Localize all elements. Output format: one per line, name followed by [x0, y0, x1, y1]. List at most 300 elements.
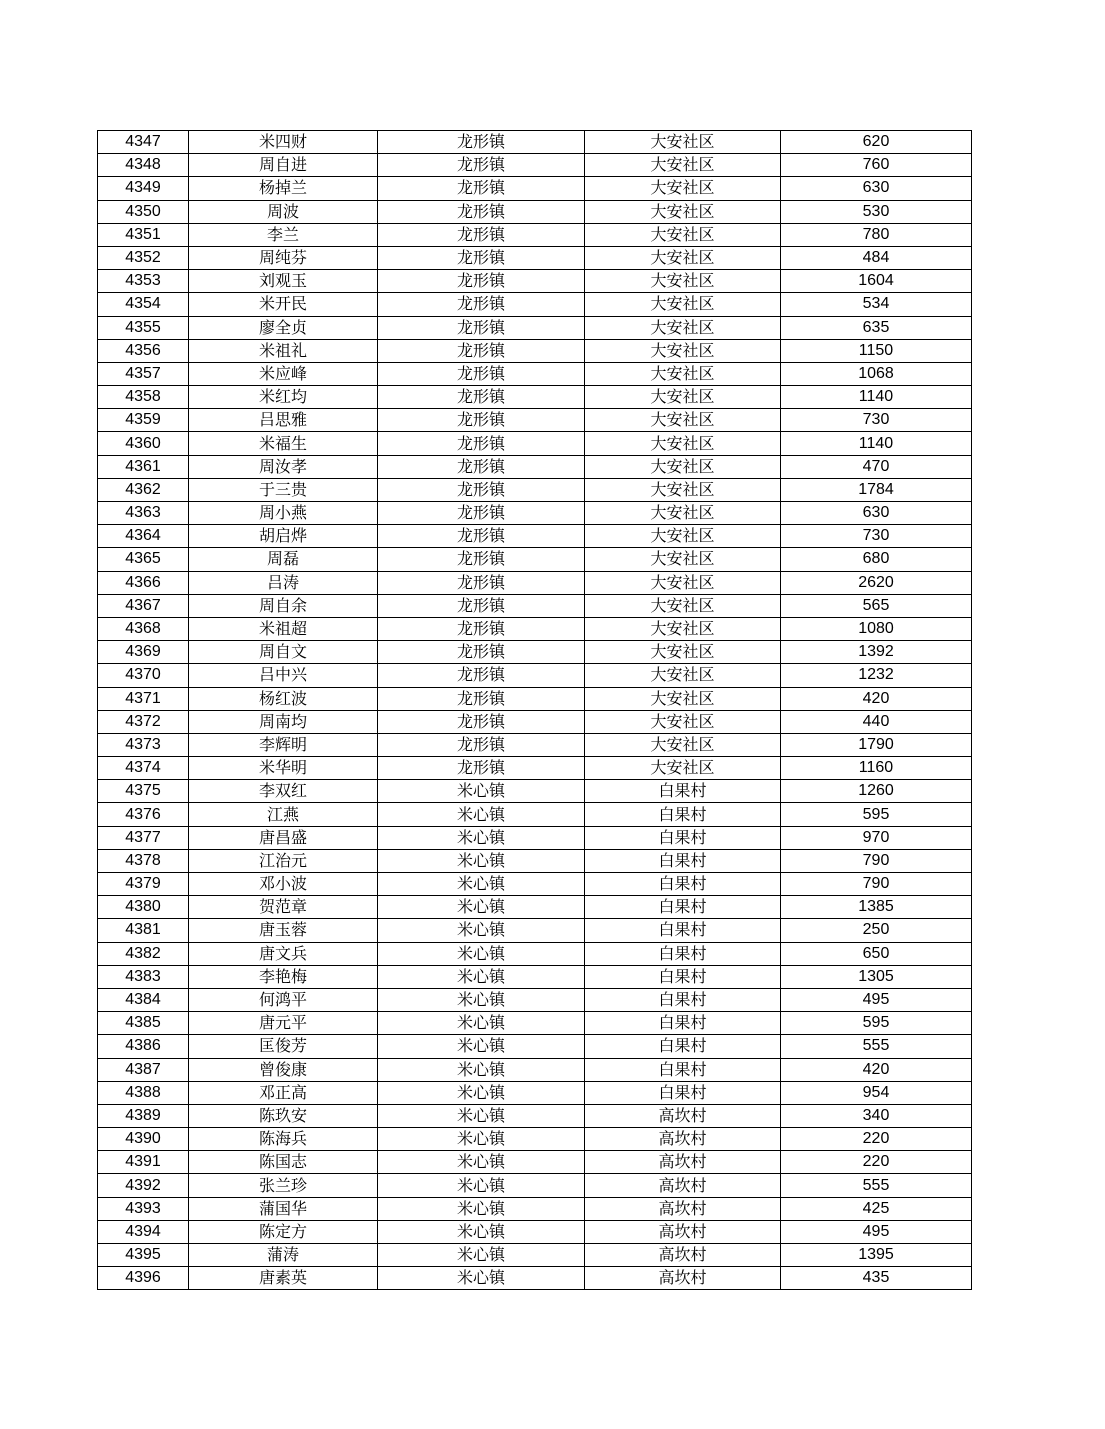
table-row — [98, 200, 972, 223]
cell-amount: 1392 — [781, 641, 972, 664]
cell-amount: 1385 — [781, 896, 972, 919]
cell-town: 米心镇 — [378, 1081, 585, 1104]
table-row — [98, 1012, 972, 1035]
cell-town: 龙形镇 — [378, 270, 585, 293]
cell-village: 高坎村 — [585, 1197, 781, 1220]
cell-amount: 420 — [781, 1058, 972, 1081]
cell-name: 周纯芬 — [189, 246, 378, 269]
table-row — [98, 1128, 972, 1151]
cell-name: 陈玖安 — [189, 1104, 378, 1127]
table-row — [98, 1244, 972, 1267]
cell-name: 贺范章 — [189, 896, 378, 919]
cell-amount: 1604 — [781, 270, 972, 293]
cell-id: 4359 — [98, 409, 189, 432]
table-row — [98, 710, 972, 733]
cell-amount: 780 — [781, 223, 972, 246]
cell-village: 高坎村 — [585, 1151, 781, 1174]
cell-id: 4380 — [98, 896, 189, 919]
cell-name: 唐素英 — [189, 1267, 378, 1290]
table-row — [98, 942, 972, 965]
cell-name: 江燕 — [189, 803, 378, 826]
cell-id: 4372 — [98, 710, 189, 733]
cell-village: 白果村 — [585, 780, 781, 803]
cell-town: 米心镇 — [378, 1197, 585, 1220]
table-row — [98, 223, 972, 246]
cell-name: 邓正高 — [189, 1081, 378, 1104]
cell-id: 4379 — [98, 873, 189, 896]
cell-amount: 970 — [781, 826, 972, 849]
cell-name: 米四财 — [189, 131, 378, 154]
table-row — [98, 177, 972, 200]
cell-village: 大安社区 — [585, 200, 781, 223]
cell-village: 大安社区 — [585, 131, 781, 154]
cell-amount: 425 — [781, 1197, 972, 1220]
cell-id: 4368 — [98, 617, 189, 640]
table-row — [98, 780, 972, 803]
cell-id: 4395 — [98, 1244, 189, 1267]
table-row — [98, 1267, 972, 1290]
cell-town: 龙形镇 — [378, 733, 585, 756]
cell-village: 白果村 — [585, 803, 781, 826]
cell-amount: 954 — [781, 1081, 972, 1104]
cell-town: 龙形镇 — [378, 386, 585, 409]
cell-town: 米心镇 — [378, 1128, 585, 1151]
cell-name: 陈定方 — [189, 1220, 378, 1243]
cell-id: 4370 — [98, 664, 189, 687]
cell-village: 大安社区 — [585, 270, 781, 293]
cell-amount: 1790 — [781, 733, 972, 756]
cell-name: 张兰珍 — [189, 1174, 378, 1197]
cell-name: 吕思雅 — [189, 409, 378, 432]
cell-town: 米心镇 — [378, 1220, 585, 1243]
cell-town: 龙形镇 — [378, 617, 585, 640]
cell-amount: 565 — [781, 594, 972, 617]
table-row — [98, 826, 972, 849]
cell-name: 唐元平 — [189, 1012, 378, 1035]
cell-id: 4393 — [98, 1197, 189, 1220]
cell-amount: 730 — [781, 525, 972, 548]
cell-amount: 1305 — [781, 965, 972, 988]
cell-id: 4386 — [98, 1035, 189, 1058]
table-row — [98, 339, 972, 362]
cell-name: 于三贵 — [189, 478, 378, 501]
cell-village: 大安社区 — [585, 409, 781, 432]
cell-village: 白果村 — [585, 988, 781, 1011]
cell-name: 李艳梅 — [189, 965, 378, 988]
cell-id: 4373 — [98, 733, 189, 756]
cell-amount: 484 — [781, 246, 972, 269]
table-row — [98, 919, 972, 942]
cell-id: 4389 — [98, 1104, 189, 1127]
cell-town: 龙形镇 — [378, 757, 585, 780]
cell-town: 龙形镇 — [378, 223, 585, 246]
table-row — [98, 1220, 972, 1243]
cell-village: 高坎村 — [585, 1220, 781, 1243]
cell-village: 大安社区 — [585, 641, 781, 664]
cell-amount: 470 — [781, 455, 972, 478]
cell-id: 4355 — [98, 316, 189, 339]
cell-amount: 220 — [781, 1128, 972, 1151]
table-row — [98, 455, 972, 478]
cell-village: 大安社区 — [585, 525, 781, 548]
cell-village: 白果村 — [585, 1012, 781, 1035]
cell-name: 吕涛 — [189, 571, 378, 594]
cell-village: 高坎村 — [585, 1244, 781, 1267]
cell-name: 陈国志 — [189, 1151, 378, 1174]
cell-village: 大安社区 — [585, 177, 781, 200]
cell-amount: 440 — [781, 710, 972, 733]
cell-village: 大安社区 — [585, 386, 781, 409]
table-row — [98, 502, 972, 525]
cell-amount: 1150 — [781, 339, 972, 362]
cell-town: 龙形镇 — [378, 339, 585, 362]
cell-id: 4369 — [98, 641, 189, 664]
cell-town: 米心镇 — [378, 1267, 585, 1290]
cell-town: 米心镇 — [378, 873, 585, 896]
table-row — [98, 478, 972, 501]
table-body — [98, 131, 972, 1290]
table-row — [98, 1174, 972, 1197]
cell-name: 唐昌盛 — [189, 826, 378, 849]
cell-town: 龙形镇 — [378, 409, 585, 432]
cell-town: 米心镇 — [378, 1151, 585, 1174]
cell-village: 大安社区 — [585, 617, 781, 640]
cell-amount: 1068 — [781, 362, 972, 385]
cell-amount: 1784 — [781, 478, 972, 501]
cell-name: 米红均 — [189, 386, 378, 409]
table-row — [98, 965, 972, 988]
cell-id: 4376 — [98, 803, 189, 826]
cell-id: 4357 — [98, 362, 189, 385]
table-row — [98, 849, 972, 872]
cell-name: 周小燕 — [189, 502, 378, 525]
cell-name: 周自文 — [189, 641, 378, 664]
cell-id: 4348 — [98, 154, 189, 177]
cell-town: 龙形镇 — [378, 525, 585, 548]
cell-name: 周波 — [189, 200, 378, 223]
table-row — [98, 988, 972, 1011]
cell-town: 米心镇 — [378, 1174, 585, 1197]
cell-id: 4385 — [98, 1012, 189, 1035]
cell-amount: 790 — [781, 849, 972, 872]
cell-village: 大安社区 — [585, 733, 781, 756]
cell-amount: 435 — [781, 1267, 972, 1290]
cell-town: 龙形镇 — [378, 478, 585, 501]
cell-town: 龙形镇 — [378, 687, 585, 710]
cell-town: 米心镇 — [378, 1104, 585, 1127]
cell-village: 大安社区 — [585, 293, 781, 316]
cell-id: 4387 — [98, 1058, 189, 1081]
cell-town: 米心镇 — [378, 919, 585, 942]
cell-village: 高坎村 — [585, 1174, 781, 1197]
cell-name: 曾俊康 — [189, 1058, 378, 1081]
table-row — [98, 594, 972, 617]
table-row — [98, 131, 972, 154]
cell-town: 米心镇 — [378, 896, 585, 919]
table-row — [98, 1197, 972, 1220]
table-row — [98, 1035, 972, 1058]
cell-town: 米心镇 — [378, 1058, 585, 1081]
cell-name: 米应峰 — [189, 362, 378, 385]
cell-town: 龙形镇 — [378, 177, 585, 200]
table-row — [98, 687, 972, 710]
cell-town: 龙形镇 — [378, 710, 585, 733]
cell-name: 唐文兵 — [189, 942, 378, 965]
cell-amount: 1140 — [781, 432, 972, 455]
table-row — [98, 246, 972, 269]
cell-town: 米心镇 — [378, 965, 585, 988]
cell-name: 唐玉蓉 — [189, 919, 378, 942]
cell-name: 邓小波 — [189, 873, 378, 896]
cell-id: 4358 — [98, 386, 189, 409]
table-row — [98, 1081, 972, 1104]
table-row — [98, 803, 972, 826]
cell-town: 龙形镇 — [378, 131, 585, 154]
cell-amount: 1080 — [781, 617, 972, 640]
cell-amount: 650 — [781, 942, 972, 965]
cell-village: 大安社区 — [585, 757, 781, 780]
table-row — [98, 316, 972, 339]
cell-id: 4363 — [98, 502, 189, 525]
cell-village: 大安社区 — [585, 594, 781, 617]
cell-id: 4392 — [98, 1174, 189, 1197]
cell-village: 白果村 — [585, 873, 781, 896]
table-row — [98, 525, 972, 548]
cell-name: 周自进 — [189, 154, 378, 177]
cell-town: 龙形镇 — [378, 455, 585, 478]
table-row — [98, 664, 972, 687]
cell-village: 白果村 — [585, 896, 781, 919]
cell-id: 4361 — [98, 455, 189, 478]
cell-amount: 1232 — [781, 664, 972, 687]
cell-name: 胡启烨 — [189, 525, 378, 548]
cell-name: 江治元 — [189, 849, 378, 872]
cell-amount: 680 — [781, 548, 972, 571]
cell-town: 米心镇 — [378, 1012, 585, 1035]
cell-id: 4347 — [98, 131, 189, 154]
cell-amount: 1160 — [781, 757, 972, 780]
cell-town: 龙形镇 — [378, 641, 585, 664]
cell-id: 4383 — [98, 965, 189, 988]
cell-town: 龙形镇 — [378, 246, 585, 269]
table-row — [98, 409, 972, 432]
table-row — [98, 1104, 972, 1127]
table-row — [98, 873, 972, 896]
cell-id: 4396 — [98, 1267, 189, 1290]
cell-town: 龙形镇 — [378, 154, 585, 177]
cell-town: 米心镇 — [378, 803, 585, 826]
cell-village: 大安社区 — [585, 478, 781, 501]
cell-id: 4381 — [98, 919, 189, 942]
cell-id: 4362 — [98, 478, 189, 501]
cell-id: 4360 — [98, 432, 189, 455]
cell-amount: 534 — [781, 293, 972, 316]
cell-town: 龙形镇 — [378, 548, 585, 571]
cell-name: 杨掉兰 — [189, 177, 378, 200]
cell-town: 米心镇 — [378, 849, 585, 872]
cell-town: 龙形镇 — [378, 571, 585, 594]
cell-amount: 555 — [781, 1035, 972, 1058]
cell-name: 李兰 — [189, 223, 378, 246]
table-row — [98, 386, 972, 409]
cell-town: 米心镇 — [378, 1035, 585, 1058]
table-row — [98, 571, 972, 594]
table-row — [98, 617, 972, 640]
cell-id: 4377 — [98, 826, 189, 849]
cell-town: 米心镇 — [378, 1244, 585, 1267]
cell-name: 蒲涛 — [189, 1244, 378, 1267]
cell-name: 吕中兴 — [189, 664, 378, 687]
cell-village: 大安社区 — [585, 339, 781, 362]
cell-name: 匡俊芳 — [189, 1035, 378, 1058]
cell-village: 大安社区 — [585, 502, 781, 525]
table-row — [98, 270, 972, 293]
cell-amount: 730 — [781, 409, 972, 432]
cell-amount: 595 — [781, 1012, 972, 1035]
cell-amount: 220 — [781, 1151, 972, 1174]
cell-id: 4367 — [98, 594, 189, 617]
cell-town: 龙形镇 — [378, 502, 585, 525]
table-row — [98, 733, 972, 756]
cell-id: 4371 — [98, 687, 189, 710]
cell-amount: 595 — [781, 803, 972, 826]
cell-village: 大安社区 — [585, 246, 781, 269]
cell-name: 周汝孝 — [189, 455, 378, 478]
cell-id: 4366 — [98, 571, 189, 594]
cell-village: 白果村 — [585, 1058, 781, 1081]
cell-amount: 420 — [781, 687, 972, 710]
cell-town: 龙形镇 — [378, 432, 585, 455]
cell-village: 大安社区 — [585, 571, 781, 594]
table-row — [98, 1151, 972, 1174]
cell-id: 4388 — [98, 1081, 189, 1104]
table-row — [98, 641, 972, 664]
cell-village: 大安社区 — [585, 548, 781, 571]
cell-town: 米心镇 — [378, 826, 585, 849]
cell-name: 蒲国华 — [189, 1197, 378, 1220]
cell-id: 4350 — [98, 200, 189, 223]
cell-village: 白果村 — [585, 1081, 781, 1104]
cell-name: 李辉明 — [189, 733, 378, 756]
cell-town: 龙形镇 — [378, 293, 585, 316]
cell-amount: 340 — [781, 1104, 972, 1127]
cell-name: 米祖超 — [189, 617, 378, 640]
cell-village: 白果村 — [585, 919, 781, 942]
cell-village: 白果村 — [585, 965, 781, 988]
cell-id: 4354 — [98, 293, 189, 316]
cell-name: 何鸿平 — [189, 988, 378, 1011]
cell-id: 4394 — [98, 1220, 189, 1243]
cell-amount: 250 — [781, 919, 972, 942]
table-row — [98, 896, 972, 919]
cell-village: 白果村 — [585, 942, 781, 965]
cell-village: 白果村 — [585, 849, 781, 872]
cell-amount: 1395 — [781, 1244, 972, 1267]
cell-town: 龙形镇 — [378, 594, 585, 617]
cell-village: 大安社区 — [585, 362, 781, 385]
cell-village: 大安社区 — [585, 687, 781, 710]
cell-town: 龙形镇 — [378, 316, 585, 339]
cell-amount: 2620 — [781, 571, 972, 594]
cell-village: 大安社区 — [585, 664, 781, 687]
cell-id: 4353 — [98, 270, 189, 293]
cell-name: 刘观玉 — [189, 270, 378, 293]
cell-name: 陈海兵 — [189, 1128, 378, 1151]
table-row — [98, 362, 972, 385]
cell-name: 廖全贞 — [189, 316, 378, 339]
cell-id: 4351 — [98, 223, 189, 246]
cell-id: 4384 — [98, 988, 189, 1011]
table-row — [98, 757, 972, 780]
table-row — [98, 432, 972, 455]
cell-town: 龙形镇 — [378, 200, 585, 223]
cell-id: 4390 — [98, 1128, 189, 1151]
cell-id: 4378 — [98, 849, 189, 872]
cell-town: 龙形镇 — [378, 664, 585, 687]
cell-village: 大安社区 — [585, 455, 781, 478]
table-row — [98, 154, 972, 177]
cell-village: 大安社区 — [585, 710, 781, 733]
cell-village: 大安社区 — [585, 432, 781, 455]
cell-amount: 790 — [781, 873, 972, 896]
cell-amount: 495 — [781, 1220, 972, 1243]
cell-town: 米心镇 — [378, 780, 585, 803]
cell-village: 高坎村 — [585, 1267, 781, 1290]
cell-id: 4365 — [98, 548, 189, 571]
cell-town: 米心镇 — [378, 988, 585, 1011]
table-row — [98, 293, 972, 316]
cell-amount: 630 — [781, 502, 972, 525]
cell-amount: 760 — [781, 154, 972, 177]
cell-village: 大安社区 — [585, 223, 781, 246]
cell-town: 龙形镇 — [378, 362, 585, 385]
cell-amount: 495 — [781, 988, 972, 1011]
cell-id: 4375 — [98, 780, 189, 803]
cell-name: 杨红波 — [189, 687, 378, 710]
cell-name: 米祖礼 — [189, 339, 378, 362]
table-row — [98, 1058, 972, 1081]
cell-name: 周自余 — [189, 594, 378, 617]
cell-amount: 620 — [781, 131, 972, 154]
cell-name: 周磊 — [189, 548, 378, 571]
cell-amount: 630 — [781, 177, 972, 200]
cell-id: 4374 — [98, 757, 189, 780]
cell-id: 4391 — [98, 1151, 189, 1174]
data-table — [97, 130, 972, 1290]
cell-amount: 1260 — [781, 780, 972, 803]
cell-name: 米福生 — [189, 432, 378, 455]
cell-amount: 1140 — [781, 386, 972, 409]
cell-id: 4356 — [98, 339, 189, 362]
cell-village: 大安社区 — [585, 154, 781, 177]
cell-name: 李双红 — [189, 780, 378, 803]
cell-village: 白果村 — [585, 826, 781, 849]
table-row — [98, 548, 972, 571]
cell-town: 米心镇 — [378, 942, 585, 965]
cell-village: 高坎村 — [585, 1128, 781, 1151]
cell-name: 周南均 — [189, 710, 378, 733]
cell-id: 4364 — [98, 525, 189, 548]
cell-village: 大安社区 — [585, 316, 781, 339]
cell-id: 4349 — [98, 177, 189, 200]
cell-village: 白果村 — [585, 1035, 781, 1058]
cell-name: 米开民 — [189, 293, 378, 316]
cell-id: 4352 — [98, 246, 189, 269]
cell-village: 高坎村 — [585, 1104, 781, 1127]
cell-amount: 555 — [781, 1174, 972, 1197]
cell-id: 4382 — [98, 942, 189, 965]
cell-amount: 635 — [781, 316, 972, 339]
